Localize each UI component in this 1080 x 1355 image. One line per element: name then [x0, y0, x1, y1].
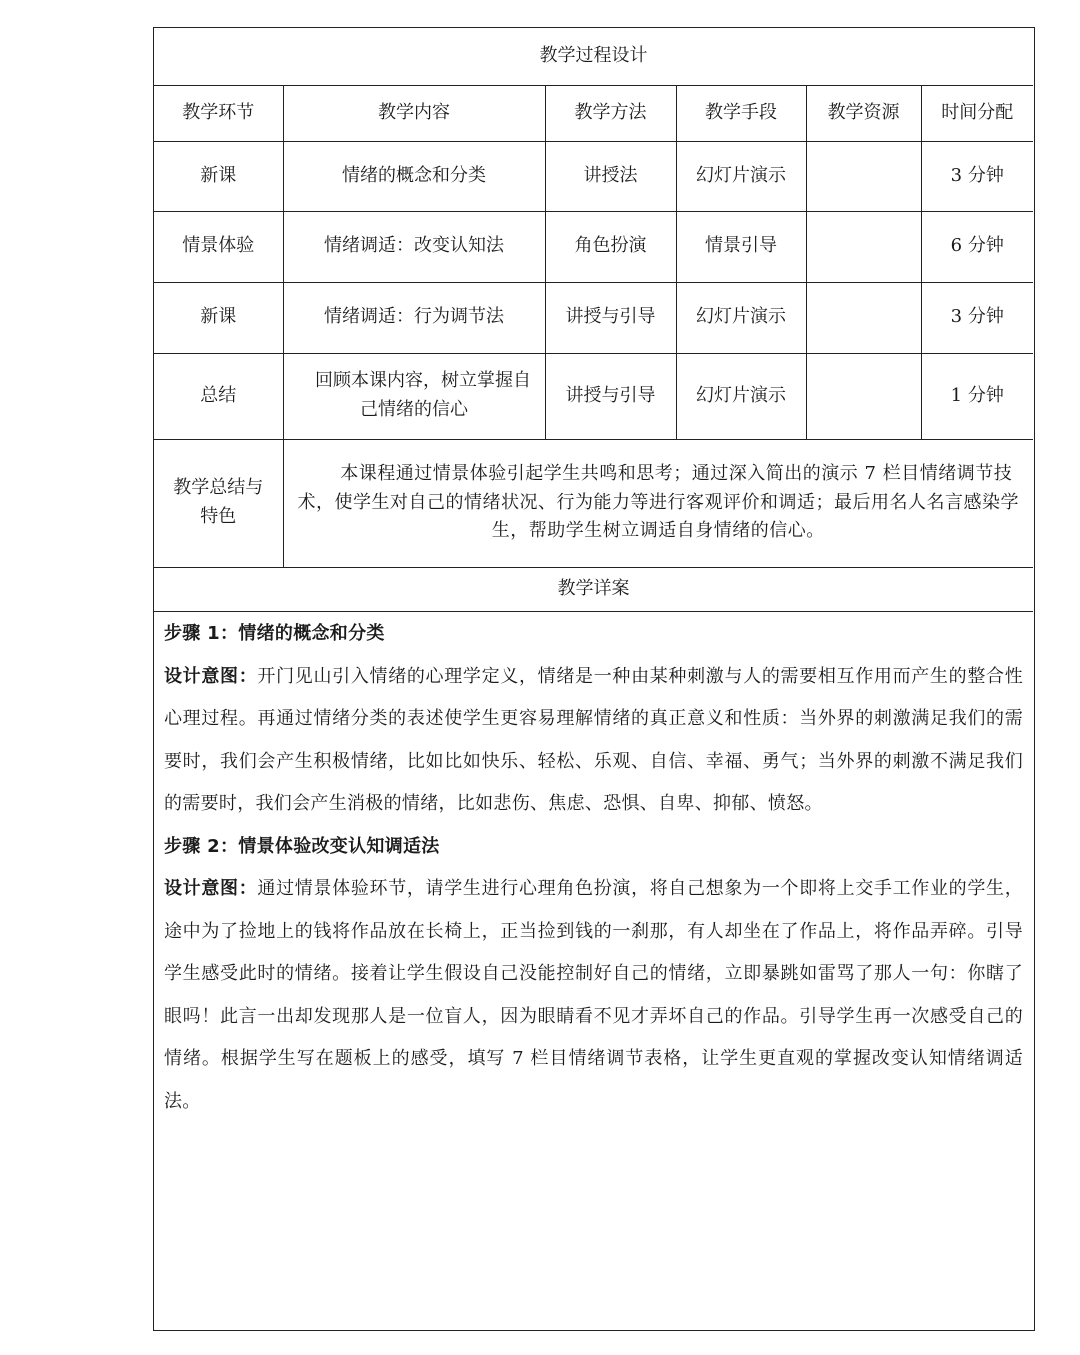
- cell-content: 回顾本课内容，树立掌握自己情绪的信心: [283, 353, 545, 439]
- cell-stage: 新课: [154, 282, 283, 353]
- step-1-intent: [164, 656, 1023, 826]
- step-1-title: 步骤 1：情绪的概念和分类: [164, 623, 385, 644]
- table-header-row: [154, 85, 1033, 141]
- cell-method: 讲授与引导: [545, 353, 676, 439]
- detail-body: [154, 609, 1033, 1123]
- cell-method: 讲授法: [545, 141, 676, 211]
- cell-means: 情景引导: [676, 211, 806, 282]
- header-stage: 教学环节: [154, 85, 283, 141]
- step-2-title: 步骤 2：情景体验改变认知调适法: [164, 835, 440, 857]
- table-title: 教学过程设计: [154, 28, 1033, 85]
- cell-stage: 情景体验: [154, 211, 283, 282]
- cell-stage: 总结: [154, 353, 283, 439]
- table-row: [154, 282, 1033, 353]
- cell-resource: [806, 141, 921, 211]
- cell-means: 幻灯片演示: [676, 282, 806, 353]
- teaching-process-table: [154, 28, 1033, 612]
- intent-label: 设计意图：: [164, 665, 258, 687]
- intent-text: 通过情景体验环节，请学生进行心理角色扮演，将自己想象为一个即将上交手工作业的学生，途中为了捡地上的钱将作品放在长椅上，正当捡到钱的一刹那，有人却坐在了作品上，将作品弄碎。引导学生感受此时的情绪。接着让学生假设自己没能控制好自己的情绪，立即暴跳如雷骂了那人一句：你瞎了眼吗！此言一出却发现那人是一位盲人，因为眼睛看不见才弄坏自己的作品。引导学生再一次感受自己的情绪。根据学生写在题板上的感受，填写 7 栏目情绪调节表格，让学生更直观的掌握改变认知情绪调适法。: [164, 878, 1024, 1112]
- header-content: 教学内容: [283, 85, 545, 141]
- table-row: [154, 141, 1033, 211]
- cell-resource: [806, 282, 921, 353]
- cell-content: 情绪调适：行为调节法: [283, 282, 545, 353]
- summary-label-text: 教学总结与特色: [173, 477, 264, 527]
- summary-label: [154, 439, 283, 567]
- cell-time: 3 分钟: [921, 141, 1033, 211]
- cell-time: 6 分钟: [921, 211, 1033, 282]
- cell-method: 讲授与引导: [545, 282, 676, 353]
- cell-time: 3 分钟: [921, 282, 1033, 353]
- header-means: 教学手段: [676, 85, 806, 141]
- table-row: [154, 353, 1033, 439]
- cell-content: 情绪的概念和分类: [283, 141, 545, 211]
- cell-method: 角色扮演: [545, 211, 676, 282]
- cell-resource: [806, 211, 921, 282]
- header-method: 教学方法: [545, 85, 676, 141]
- detail-section-title: 教学详案: [154, 567, 1033, 611]
- header-resource: 教学资源: [806, 85, 921, 141]
- step-2-intent: [164, 868, 1023, 1123]
- cell-stage: 新课: [154, 141, 283, 211]
- cell-means: 幻灯片演示: [676, 353, 806, 439]
- cell-means: 幻灯片演示: [676, 141, 806, 211]
- summary-text: 本课程通过情景体验引起学生共鸣和思考；通过深入简出的演示 7 栏目情绪调节技术，使学生对自己的情绪状况、行为能力等进行客观评价和调适；最后用名人名言感染学生，帮助学生树立调适自身情绪的信心。: [283, 439, 1033, 567]
- cell-time: 1 分钟: [921, 353, 1033, 439]
- table-row: [154, 211, 1033, 282]
- document-page: [153, 27, 1035, 1331]
- intent-text: 开门见山引入情绪的心理学定义，情绪是一种由某种刺激与人的需要相互作用而产生的整合性心理过程。再通过情绪分类的表述使学生更容易理解情绪的真正意义和性质：当外界的刺激满足我们的需要时，我们会产生积极情绪，比如比如快乐、轻松、乐观、自信、幸福、勇气；当外界的刺激不满足我们的需要时，我们会产生消极的情绪，比如悲伤、焦虑、恐惧、自卑、抑郁、愤怒。: [164, 665, 1024, 814]
- intent-label: 设计意图：: [164, 878, 258, 899]
- summary-row: [154, 439, 1033, 567]
- cell-content: 情绪调适：改变认知法: [283, 211, 545, 282]
- header-time: 时间分配: [921, 85, 1033, 141]
- cell-resource: [806, 353, 921, 439]
